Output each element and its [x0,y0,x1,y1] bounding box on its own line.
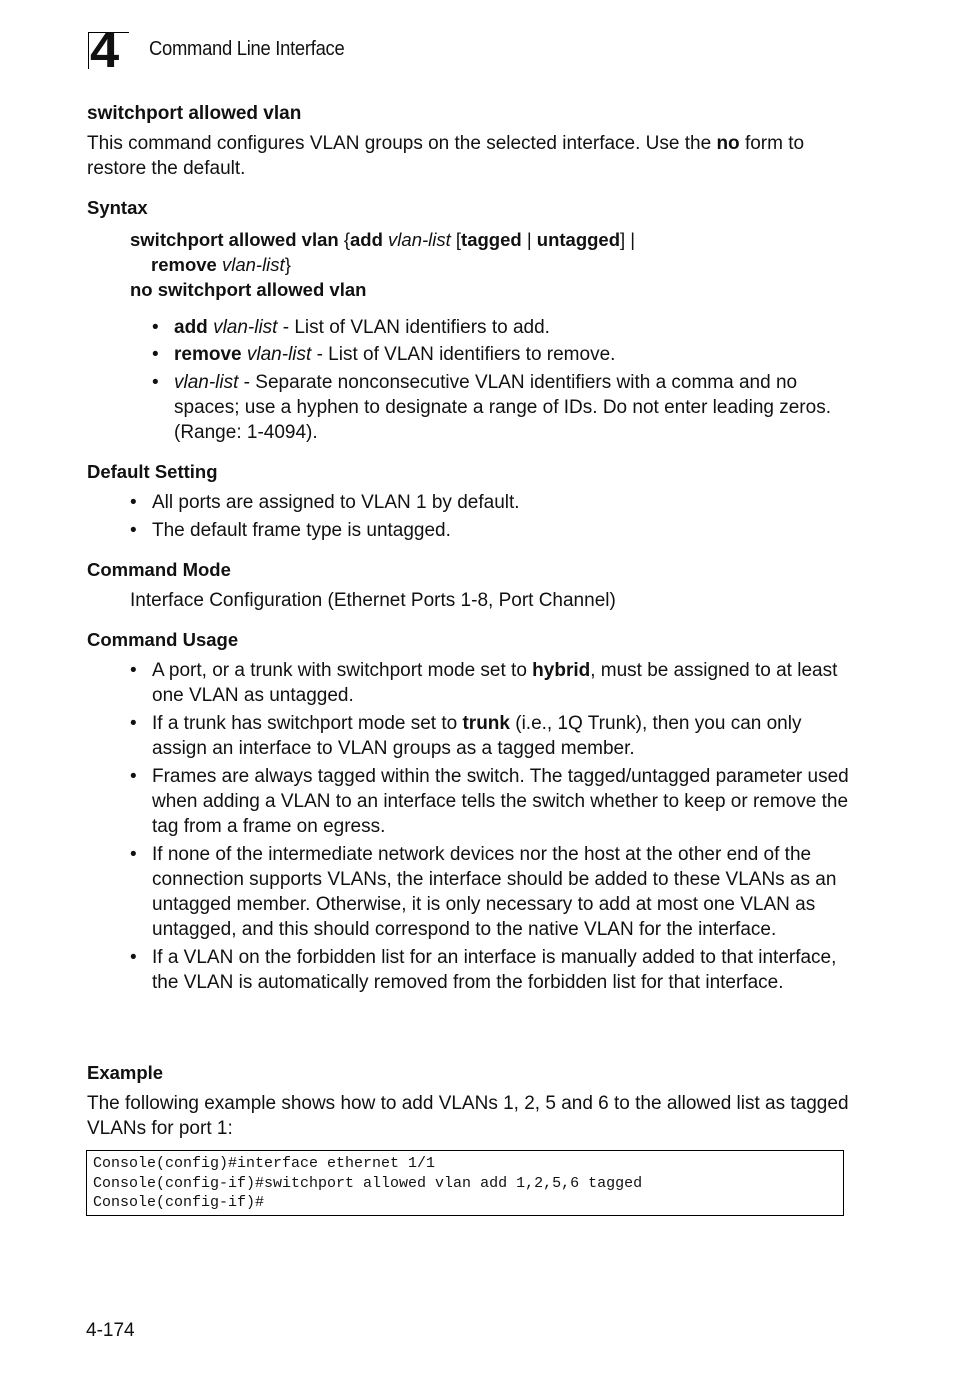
list-item: • add vlan-list - List of VLAN identifiers to add. [152,315,847,340]
chapter-title: Command Line Interface [149,38,345,60]
default-setting-list [130,490,850,543]
example-heading: Example [87,1062,164,1083]
syntax-heading: Syntax [87,197,148,218]
list-item: • All ports are assigned to VLAN 1 by default. [130,490,850,515]
list-item: • remove vlan-list - List of VLAN identifiers to remove. [152,342,847,367]
command-title: switchport allowed vlan [87,103,302,124]
list-item: • vlan-list - Separate nonconsecutive VLAN identifiers with a comma and no spaces; use a hyphen to designate a range of IDs. Do not enter leading zeros. (Range: 1-4094). [152,370,847,445]
code-example-box [86,1150,844,1216]
command-description: This command configures VLAN groups on the selected interface. Use the no form to restore the default. [87,133,805,179]
chapter-number: 4 [90,22,120,78]
command-mode-heading: Command Mode [87,559,231,580]
code-line: Console(config)#interface ethernet 1/1 [93,1155,436,1172]
default-setting-heading: Default Setting [87,461,218,482]
syntax-line-1: switchport allowed vlan {add vlan-list [tagged | untagged] | [130,229,636,250]
syntax-line-3: no switchport allowed vlan [130,279,367,300]
syntax-line-2: remove vlan-list} [151,254,291,275]
page-number: 4-174 [86,1320,135,1341]
command-usage-heading: Command Usage [87,629,239,650]
command-mode-text: Interface Configuration (Ethernet Ports 1-8, Port Channel) [130,590,616,611]
syntax-params-list [152,315,847,445]
list-item: • A port, or a trunk with switchport mode set to hybrid, must be assigned to at least one VLAN as untagged. [130,658,850,708]
code-line: Console(config-if)# [93,1194,265,1211]
list-item: • If a VLAN on the forbidden list for an interface is manually added to that interface, the VLAN is automatically removed from the forbidden list for that interface. [130,945,850,995]
list-item: • Frames are always tagged within the switch. The tagged/untagged parameter used when adding a VLAN to an interface tells the switch whether to keep or remove the tag from a frame on egress. [130,764,850,839]
list-item: • If a trunk has switchport mode set to trunk (i.e., 1Q Trunk), then you can only assign an interface to VLAN groups as a tagged member. [130,711,850,761]
list-item: • If none of the intermediate network devices nor the host at the other end of the connection supports VLANs, the interface should be added to these VLANs as an untagged member. Otherwise, it is only necessary to add at most one VLAN as untagged, and this should correspond to the native VLAN for the interface. [130,842,850,942]
example-text: The following example shows how to add VLANs 1, 2, 5 and 6 to the allowed list as tagged VLANs for port 1: [87,1093,849,1139]
list-item: • The default frame type is untagged. [130,518,850,543]
command-usage-list [130,658,850,995]
code-line: Console(config-if)#switchport allowed vlan add 1,2,5,6 tagged [93,1174,643,1192]
